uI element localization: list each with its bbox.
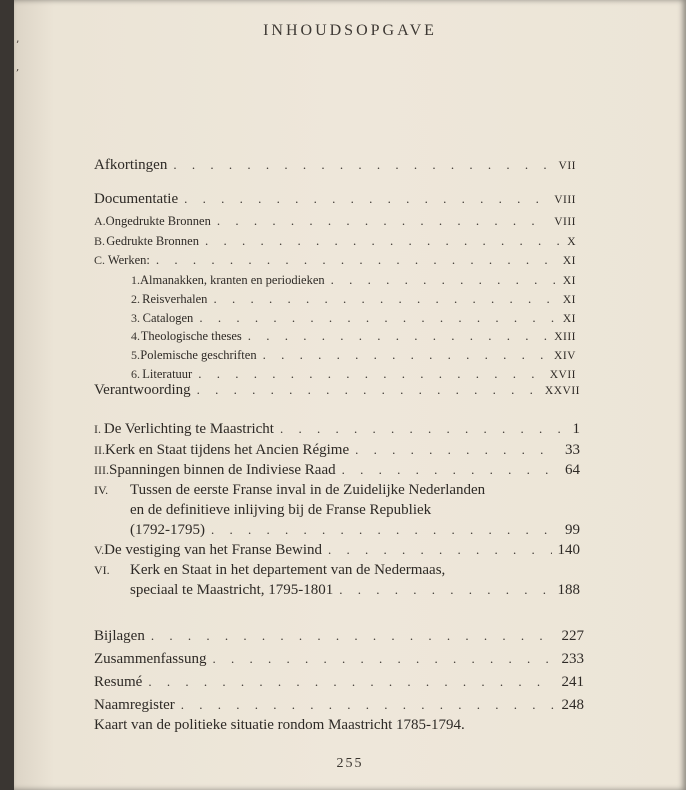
toc-entry-number: 3.	[131, 311, 140, 325]
dot-leader	[339, 582, 551, 598]
toc-entry-number: C.	[94, 253, 106, 267]
toc-entry-resume	[94, 674, 584, 691]
toc-chapter-4-line-2: en de definitieve inlijving bij de Franse Republiek	[130, 502, 432, 518]
chapter-title: (1792-1795)	[130, 522, 205, 538]
toc-entry-page: VIII	[554, 216, 576, 228]
toc-chapter-1	[94, 421, 580, 438]
chapter-page: 99	[565, 522, 580, 538]
toc-entry-c6	[131, 366, 576, 382]
toc-entry-page: 248	[561, 697, 584, 713]
dot-leader	[156, 252, 557, 268]
toc-entry-c4	[131, 328, 576, 344]
toc-entry-page: 233	[561, 651, 584, 667]
dot-leader	[205, 233, 561, 249]
toc-entry-page: XI	[562, 294, 576, 306]
dot-leader	[148, 674, 555, 690]
toc-chapter-4-line-3	[130, 522, 580, 539]
toc-entry-page: XI	[562, 313, 576, 325]
dot-leader	[331, 272, 557, 288]
toc-entry-number: 4.	[131, 329, 140, 343]
toc-entry-c1	[131, 272, 576, 288]
page-number: 255	[336, 756, 364, 771]
toc-entry-page: XI	[562, 255, 576, 267]
toc-entry-number: 1.	[131, 273, 140, 287]
dot-leader	[280, 421, 567, 437]
chapter-number: VI.	[94, 563, 110, 577]
toc-entry-page: 241	[561, 674, 584, 690]
chapter-page: 64	[565, 462, 580, 478]
toc-entry-page: XIII	[554, 331, 576, 343]
toc-chapter-4	[94, 482, 485, 499]
toc-entry-label: Verantwoording	[94, 382, 191, 398]
toc-entry-page: XI	[562, 275, 576, 287]
toc-chapter-6	[94, 562, 445, 579]
chapter-title: Kerk en Staat tijdens het Ancien Régime	[105, 442, 350, 458]
toc-entry-label: Resumé	[94, 674, 143, 690]
dot-leader	[184, 191, 548, 207]
toc-entry-c3	[131, 310, 576, 326]
toc-entry-number: 6.	[131, 367, 140, 381]
toc-entry-page: XIV	[554, 350, 576, 362]
toc-entry-number: B.	[94, 234, 106, 248]
toc-entry-label: Theologische theses	[140, 329, 242, 343]
toc-entry-label: Almanakken, kranten en periodieken	[140, 273, 325, 287]
toc-entry-page: XVII	[549, 369, 576, 381]
chapter-page: 33	[565, 442, 580, 458]
toc-entry-page: 227	[561, 628, 584, 644]
page-edge-marks: ’ ‚	[16, 40, 20, 73]
book-page	[14, 0, 686, 790]
toc-entry-label: Afkortingen	[94, 157, 168, 173]
dot-leader	[328, 542, 552, 558]
toc-entry-a	[94, 213, 576, 229]
toc-entry-documentatie	[94, 191, 576, 208]
dot-leader	[212, 651, 555, 667]
toc-entry-label: Bijlagen	[94, 628, 145, 644]
dot-leader	[217, 213, 548, 229]
toc-entry-page: XXVII	[544, 385, 580, 397]
chapter-title: De Verlichting te Maastricht	[103, 421, 274, 437]
chapter-title: speciaal te Maastricht, 1795-1801	[130, 582, 334, 598]
toc-chapter-3	[94, 462, 580, 479]
toc-entry-label: Polemische geschriften	[140, 348, 257, 362]
toc-entry-bijlagen	[94, 628, 584, 645]
toc-entry-label: Naamregister	[94, 697, 175, 713]
dot-leader	[199, 310, 557, 326]
chapter-title: Spanningen binnen de Indiviese Raad	[109, 462, 336, 478]
chapter-page: 140	[557, 542, 580, 558]
toc-entry-kaart: Kaart van de politieke situatie rondom Maastricht 1785-1794.	[94, 717, 465, 733]
toc-entry-page: VIII	[554, 194, 576, 206]
dot-leader	[342, 462, 559, 478]
toc-entry-number: A.	[94, 214, 106, 228]
toc-entry-c5	[131, 347, 576, 363]
toc-chapter-2	[94, 442, 580, 459]
toc-entry-label: Documentatie	[94, 191, 179, 207]
toc-entry-c	[94, 252, 576, 268]
toc-entry-verantwoording	[94, 382, 580, 399]
toc-entry-afkortingen	[94, 157, 576, 174]
toc-chapter-5	[94, 542, 580, 559]
dot-leader	[198, 366, 544, 382]
chapter-number: II.	[94, 443, 105, 457]
chapter-title-line: Kerk en Staat in het departement van de Nedermaas,	[130, 562, 446, 578]
toc-chapter-6-line-2	[130, 582, 580, 599]
toc-entry-b	[94, 233, 576, 249]
toc-entry-zusammenfassung	[94, 651, 584, 668]
dot-leader	[213, 291, 556, 307]
toc-entry-page: X	[567, 236, 576, 248]
chapter-number: I.	[94, 422, 101, 436]
page-title: INHOUDSOPGAVE	[263, 22, 437, 39]
toc-entry-number: 5.	[131, 348, 140, 362]
chapter-title-line: Tussen de eerste Franse inval in de Zuidelijke Nederlanden	[130, 482, 486, 498]
chapter-title: De vestiging van het Franse Bewind	[104, 542, 322, 558]
chapter-number: V.	[94, 543, 105, 557]
dot-leader	[197, 382, 539, 398]
dot-leader	[355, 442, 559, 458]
dot-leader	[211, 522, 559, 538]
toc-entry-label: Gedrukte Bronnen	[106, 234, 199, 248]
chapter-number: III.	[94, 463, 109, 477]
toc-entry-label: Werken:	[107, 253, 150, 267]
toc-entry-label: Catalogen	[142, 311, 194, 325]
toc-entry-label: Ongedrukte Bronnen	[105, 214, 211, 228]
chapter-page: 188	[557, 582, 580, 598]
toc-entry-label: Reisverhalen	[142, 292, 208, 306]
toc-entry-label: Literatuur	[142, 367, 193, 381]
toc-entry-c2	[131, 291, 576, 307]
toc-entry-naamregister	[94, 697, 584, 714]
dot-leader	[173, 157, 552, 173]
dot-leader	[151, 628, 556, 644]
toc-entry-label: Zusammenfassung	[94, 651, 207, 667]
dot-leader	[181, 697, 556, 713]
dot-leader	[248, 328, 548, 344]
toc-entry-number: 2.	[131, 292, 140, 306]
chapter-number: IV.	[94, 483, 109, 497]
chapter-page: 1	[572, 421, 580, 437]
dot-leader	[263, 347, 548, 363]
toc-entry-page: VII	[558, 160, 576, 172]
